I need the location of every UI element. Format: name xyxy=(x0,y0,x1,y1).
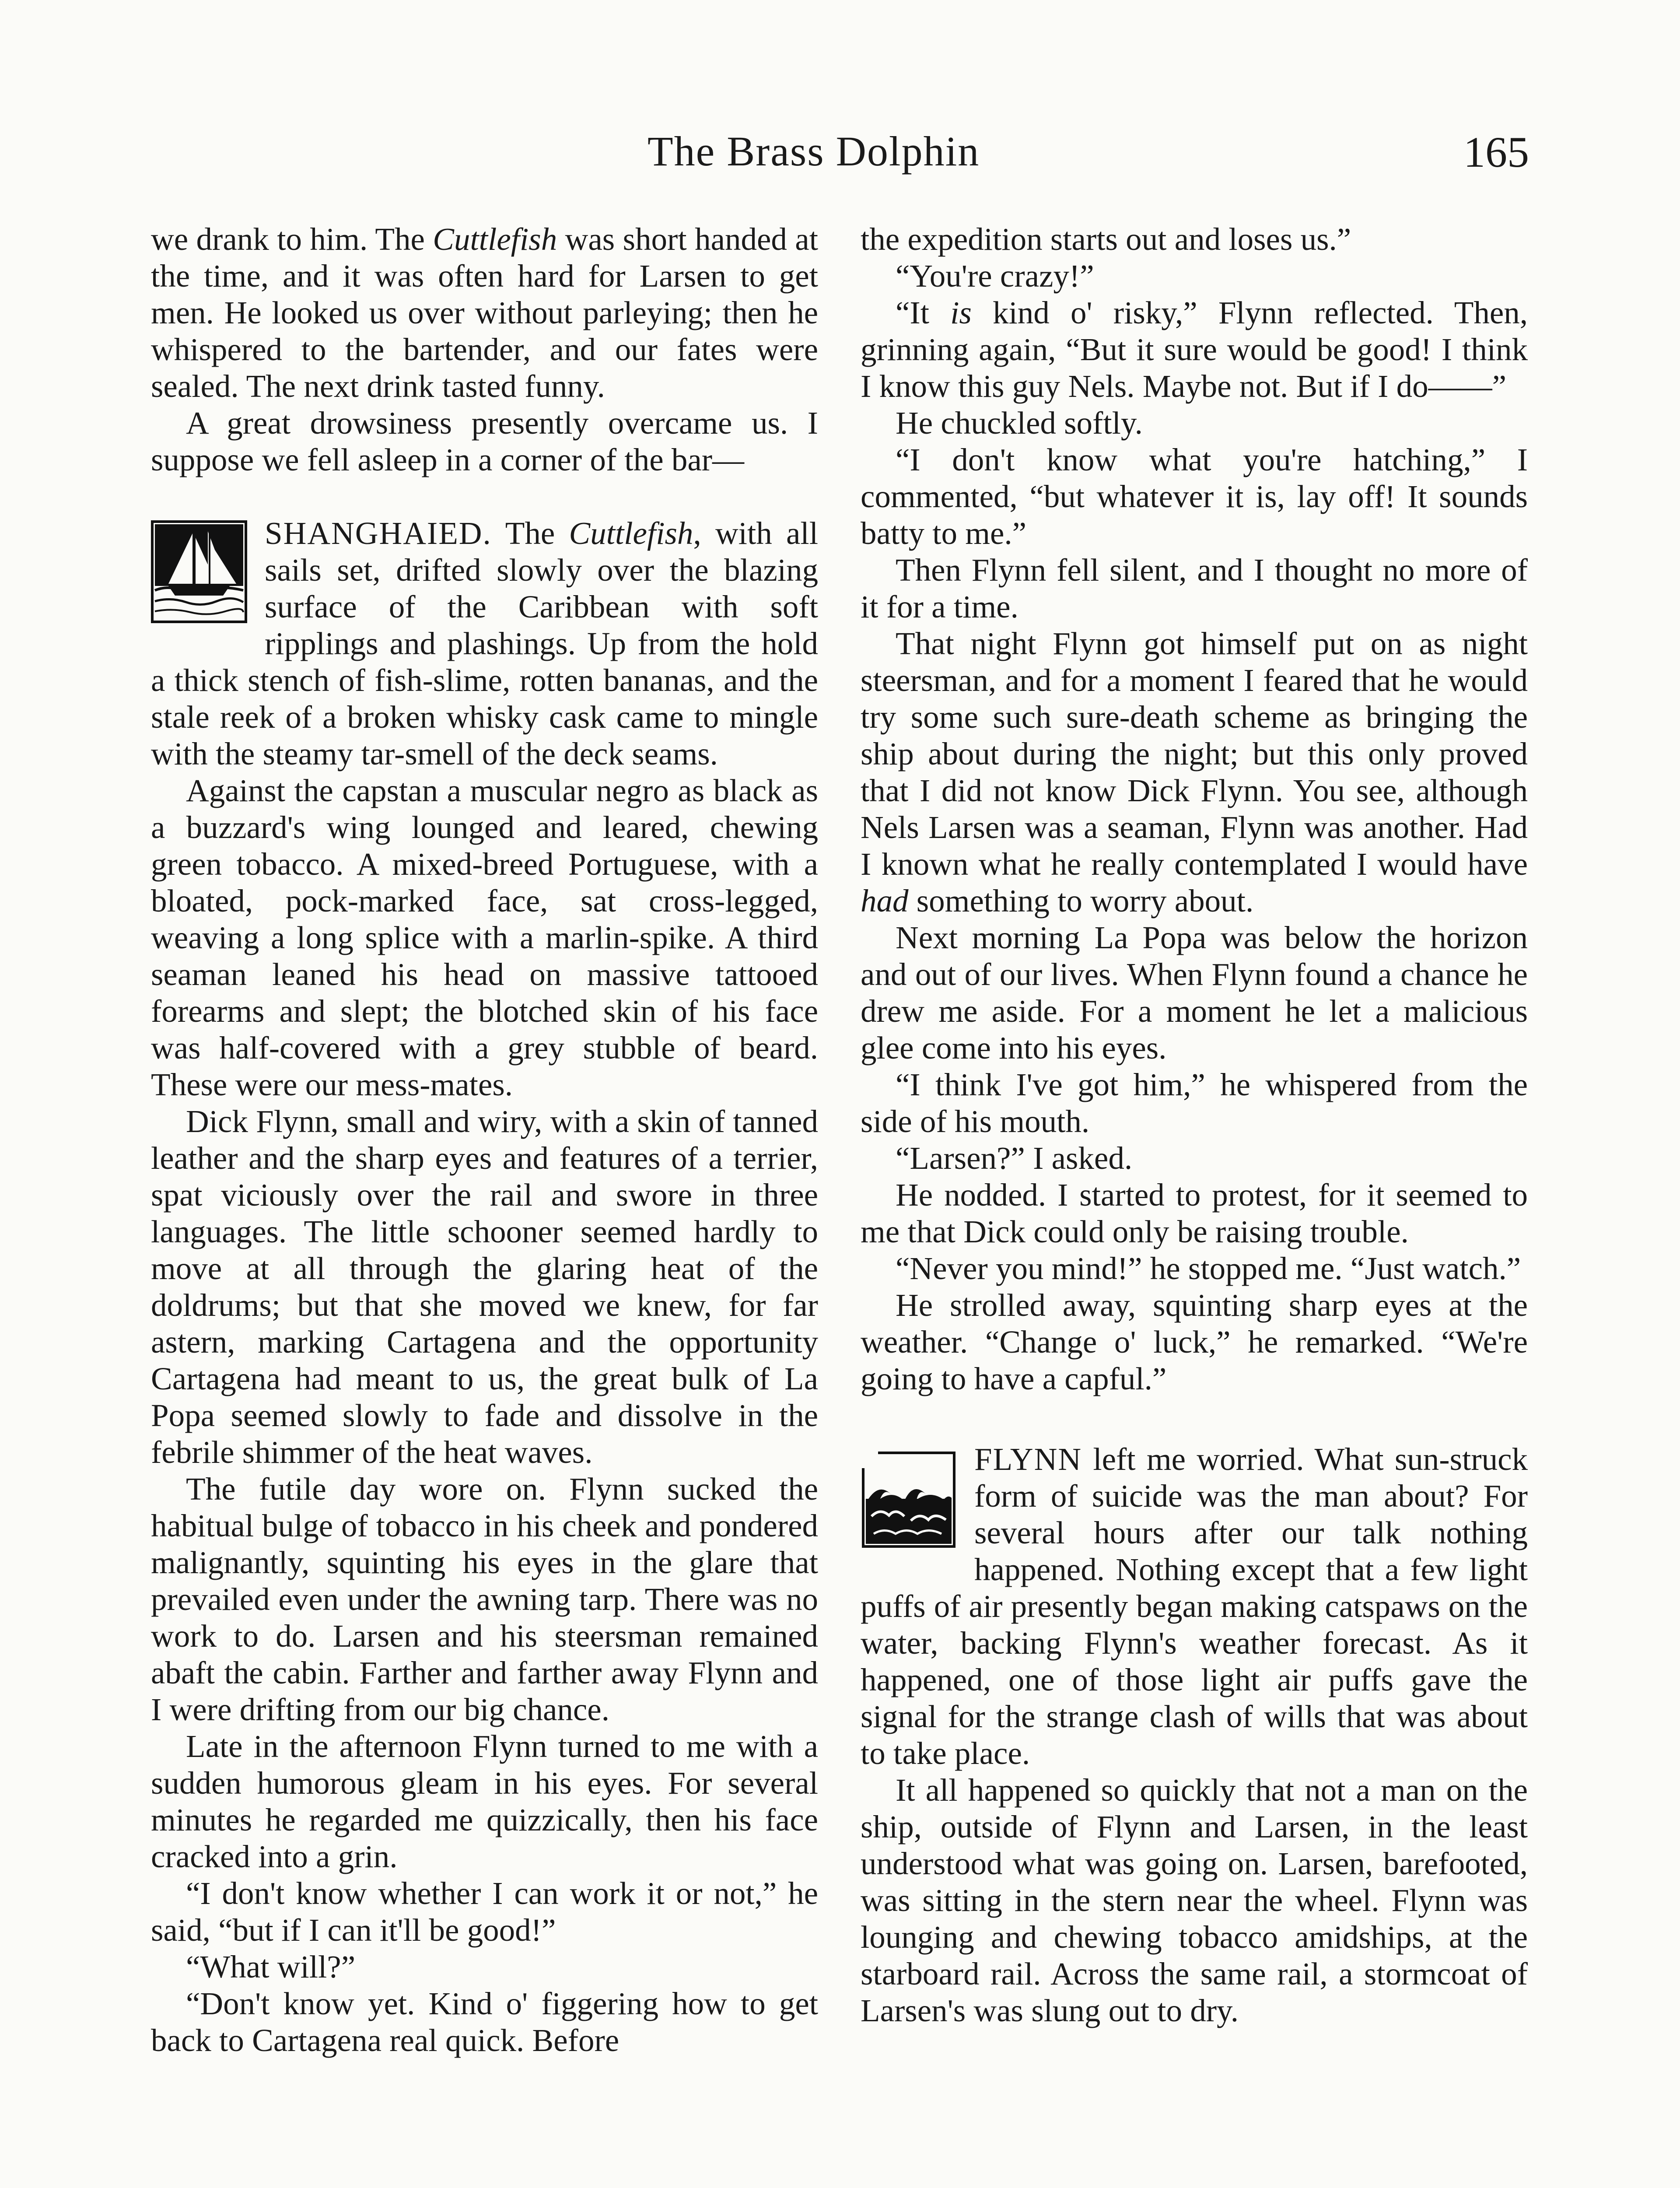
paragraph: Dick Flynn, small and wiry, with a skin of tanned leather and the sharp eyes and features of a terrier, spat viciously over the rail and swore in three languages. The little schooner seemed hardly to move at all through the glaring heat of the doldrums; but that she moved we knew, for far astern, marking Cartagena and the opportunity Cartagena had meant to us, the great bulk of La Popa seemed slowly to fade and dissolve in the febrile shimmer of the heat waves. xyxy=(151,1104,818,1470)
paragraph: He chuckled softly. xyxy=(896,405,1143,441)
paragraph: Against the capstan a muscular negro as black as a buzzard's wing lounged and leared, chewing green tobacco. A mixed-breed Portuguese, with a bloated, pock-marked face, sat cross-legged, weaving a long splice with a marlin-spike. A third seaman leaned his head on massive tattooed forearms and slept; the blotched skin of his face was half-covered with a grey stubble of beard. These were our mess-mates. xyxy=(151,773,818,1102)
paragraph: “Never you mind!” he stopped me. “Just watch.” xyxy=(896,1251,1521,1286)
paragraph: “Don't know yet. Kind o' figgering how to get back to Cartagena real quick. Before xyxy=(151,1986,818,2058)
paragraph: “What will?” xyxy=(186,1949,356,1985)
paragraph: That night Flynn got himself put on as night steersman, and for a moment I feared that he would try some such sure-death scheme as bringing the ship about during the night; but this only proved that I did not know Dick Flynn. You see, although Nels Larsen was a seaman, Flynn was another. Had I known what he really contemplated I would have had something to worry about. xyxy=(861,626,1528,919)
paragraph: we drank to him. The Cuttlefish was short handed at the time, and it was often hard for Larsen to get men. He looked us over without parleying; then he whispered to the bartender, and our fates were sealed. The next drink tasted funny. xyxy=(151,221,818,404)
paragraph: SHANGHAIED. The Cuttlefish, with all sails set, drifted slowly over the blazing surface of the Caribbean with soft ripplings and plashings. Up from the hold a thick stench of fish-slime, rotten bananas, and the stale reek of a broken whisky cask came to mingle with the steamy tar-smell of the deck seams. xyxy=(151,515,818,771)
section-flynn xyxy=(861,1441,1528,1772)
paragraph: “I think I've got him,” he whispered from the side of his mouth. xyxy=(861,1067,1528,1139)
paragraph: “I don't know what you're hatching,” I commented, “but whatever it is, lay off! It sounds batty to me.” xyxy=(861,442,1528,551)
paragraph: Late in the afternoon Flynn turned to me with a sudden humorous gleam in his eyes. For several minutes he regarded me quizzically, then his face cracked into a grin. xyxy=(151,1729,818,1874)
right-column xyxy=(861,221,1528,2029)
section-shanghaied xyxy=(151,515,818,772)
paragraph: It all happened so quickly that not a man on the ship, outside of Flynn and Larsen, in the least understood what was going on. Larsen, barefooted, was sitting in the stern near the wheel. Flynn was lounging and chewing tobacco amidships, at the starboard rail. Across the same rail, a stormcoat of Larsen's was slung out to dry. xyxy=(861,1772,1528,2028)
paragraph: The futile day wore on. Flynn sucked the habitual bulge of tobacco in his cheek and pondered malignantly, squinting his eyes in the glare that prevailed even under the awning tarp. There was no work to do. Larsen and his steersman remained abaft the cabin. Farther and farther away Flynn and I were drifting from our big chance. xyxy=(151,1471,818,1727)
paragraph: FLYNN left me worried. What sun-struck form of suicide was the man about? For several hours after our talk nothing happened. Nothing except that a few light puffs of air presently began making catspaws on the water, backing Flynn's weather forecast. As it happened, one of those light air puffs gave the signal for the strange clash of wills that was about to take place. xyxy=(861,1441,1528,1771)
paragraph: He nodded. I started to protest, for it seemed to me that Dick could only be raising trouble. xyxy=(861,1177,1528,1249)
page-number: 165 xyxy=(1463,128,1529,176)
running-title: The Brass Dolphin xyxy=(648,128,980,175)
sailing-schooner-icon xyxy=(151,520,247,623)
paragraph: “I don't know whether I can work it or not,” he said, “but if I can it'll be good!” xyxy=(151,1876,818,1948)
paragraph: Then Flynn fell silent, and I thought no more of it for a time. xyxy=(861,552,1528,624)
paragraph: the expedition starts out and loses us.” xyxy=(861,221,1351,257)
paragraph: A great drowsiness presently overcame us. I suppose we fell asleep in a corner of the bar— xyxy=(151,405,818,477)
paragraph: “Larsen?” I asked. xyxy=(896,1140,1133,1176)
paragraph: “You're crazy!” xyxy=(896,258,1094,294)
paragraph: Next morning La Popa was below the horizon and out of our lives. When Flynn found a chance he drew me aside. For a moment he let a malicious glee come into his eyes. xyxy=(861,920,1528,1066)
paragraph: He strolled away, squinting sharp eyes at the weather. “Change o' luck,” he remarked. “We're going to have a capful.” xyxy=(861,1287,1528,1396)
ocean-waves-icon xyxy=(861,1446,957,1549)
paragraph: “It is kind o' risky,” Flynn reflected. Then, grinning again, “But it sure would be good! I think I know this guy Nels. Maybe not. But if I do——” xyxy=(861,295,1528,404)
left-column xyxy=(151,221,818,2059)
